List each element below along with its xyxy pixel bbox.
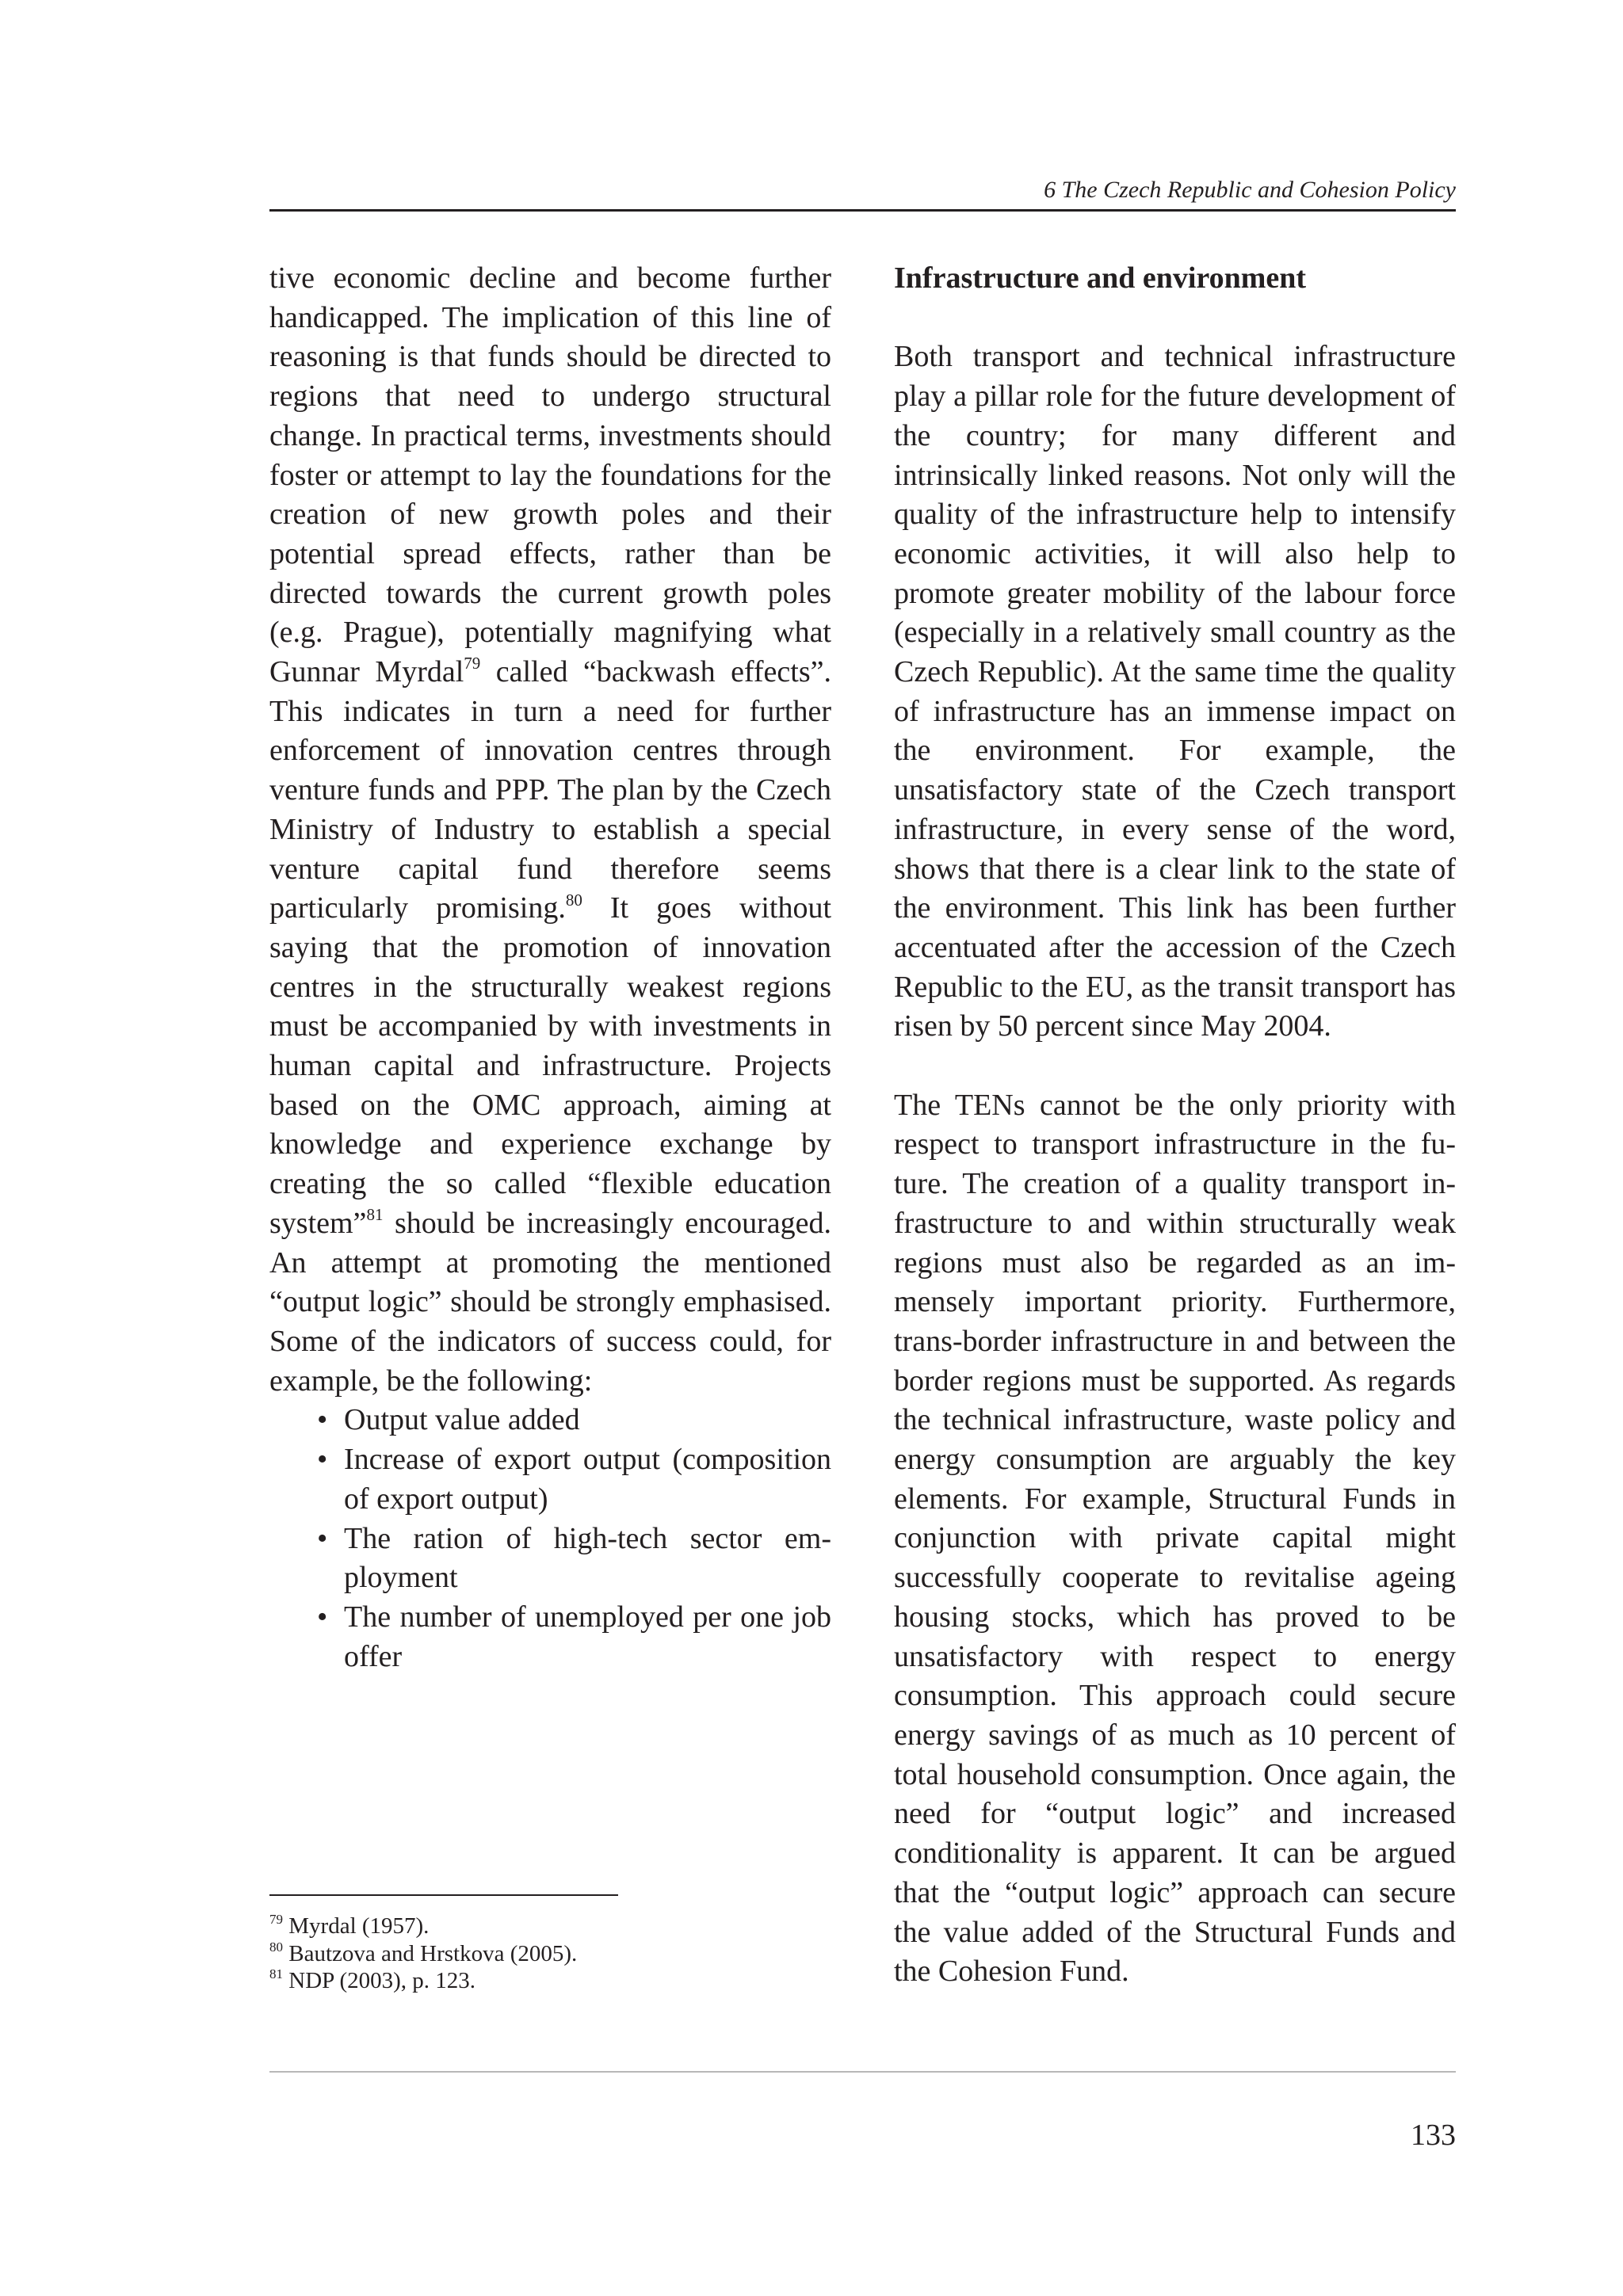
footnote-number: 79 — [269, 1912, 283, 1928]
footnote-text: NDP (2003), p. 123. — [283, 1968, 476, 1993]
list-item-text: Increase of export output (composition of export output) — [344, 1443, 831, 1516]
list-item — [269, 1440, 831, 1519]
bullet-icon: • — [317, 1600, 328, 1634]
footnote-text: Myrdal (1957). — [283, 1913, 430, 1939]
running-header: 6 The Czech Republic and Cohesion Policy — [1044, 177, 1456, 203]
footnote — [269, 1967, 824, 1995]
list-item-text: The number of unemployed per one job offer — [344, 1600, 831, 1673]
paragraph-text: called “backwash effects”. This indicates in turn a need for further enforcement of innovation centres through venture funds and PPP. The plan by the Czech Ministry of Industry to establish a special venture capital fund therefore seems particularly promising. — [269, 655, 831, 925]
footnote-ref-79[interactable]: 79 — [464, 654, 481, 673]
bullet-icon: • — [317, 1443, 328, 1477]
list-item-text: The ration of high-tech sector employment — [344, 1521, 831, 1595]
footnote — [269, 1940, 824, 1968]
footnote-number: 80 — [269, 1939, 283, 1955]
page-number: 133 — [1411, 2119, 1456, 2152]
right-column — [894, 259, 1456, 1992]
footnote-ref-81[interactable]: 81 — [366, 1205, 384, 1225]
header-rule — [269, 209, 1456, 212]
footnote-separator — [269, 1894, 618, 1896]
body-paragraph: The TENs cannot be the only priority with respect to transport infrastructure in the future. The creation of a quality transport infrastructure to and within structurally weak regions must also be regarded as an immensely important priority. Furthermore, trans-border infrastructure in and between the border regions must be supported. As regards the technical infrastructure, waste policy and energy consumption are arguably the key elements. For example, Structural Funds in conjunction with private capital might successfully cooperate to revitalise ageing housing stocks, which has proved to be unsatisfactory with respect to energy consumption. This approach could secure energy savings of as much as 10 percent of total household consumption. Once again, the need for “output logic” and increased conditionality is apparent. It can be argued that the “output logic” approach can secure the value added of the Structural Funds and the Cohesion Fund. — [894, 1088, 1456, 1989]
paragraph-text: tive economic decline and become further handicapped. The implication of this line of reasoning is that funds should be directed to regions that need to undergo structural change. In practical terms, investments should foster or attempt to lay the foundations for the creation of new growth poles and their potential spread effects, rather than be directed towards the current growth poles (e.g. Prague), potentially magnifying what Gunnar Myrdal — [269, 261, 831, 689]
body-paragraph — [269, 259, 831, 1401]
footnote — [269, 1913, 824, 1940]
bullet-icon: • — [317, 1521, 328, 1555]
bullet-icon: • — [317, 1403, 328, 1437]
left-column — [269, 259, 831, 1676]
indicator-list — [269, 1401, 831, 1676]
list-item — [269, 1401, 831, 1440]
footnotes — [269, 1913, 824, 1995]
footer-rule — [269, 2071, 1456, 2073]
paragraph-text: should be increasingly encouraged. An attempt at promoting the mentioned “output logic” should be strongly emphasised. Some of the indicators of success could, for example, be the following: — [269, 1206, 831, 1398]
section-heading: Infrastructure and environment — [894, 261, 1307, 295]
list-item-text: Output value added — [344, 1403, 580, 1437]
footnote-number: 81 — [269, 1966, 283, 1982]
paragraph-text: It goes without saying that the promotion of innovation centres in the structurally weakest regions must be accompanied by with investments in human capital and infrastructure. Projects based on the OMC approach, aiming at knowledge and experience exchange by creating the so called “flexible education system” — [269, 891, 831, 1240]
body-paragraph: Both transport and technical infrastructure play a pillar role for the future development of the country; for many different and intrinsically linked reasons. Not only will the quality of the infrastructure help to intensify economic activities, it will also help to promote greater mobility of the labour force (especially in a relatively small country as the Czech Republic). At the same time the quality of infrastructure has an immense impact on the environment. For example, the unsatisfactory state of the Czech transport infrastructure, in every sense of the word, shows that there is a clear link to the state of the environment. This link has been further accentuated after the accession of the Czech Republic to the EU, as the transit transport has risen by 50 percent since May 2004. — [894, 340, 1456, 1043]
list-item — [269, 1598, 831, 1676]
footnote-text: Bautzova and Hrstkova (2005). — [283, 1940, 578, 1966]
footnote-ref-80[interactable]: 80 — [565, 890, 582, 910]
list-item — [269, 1520, 831, 1598]
